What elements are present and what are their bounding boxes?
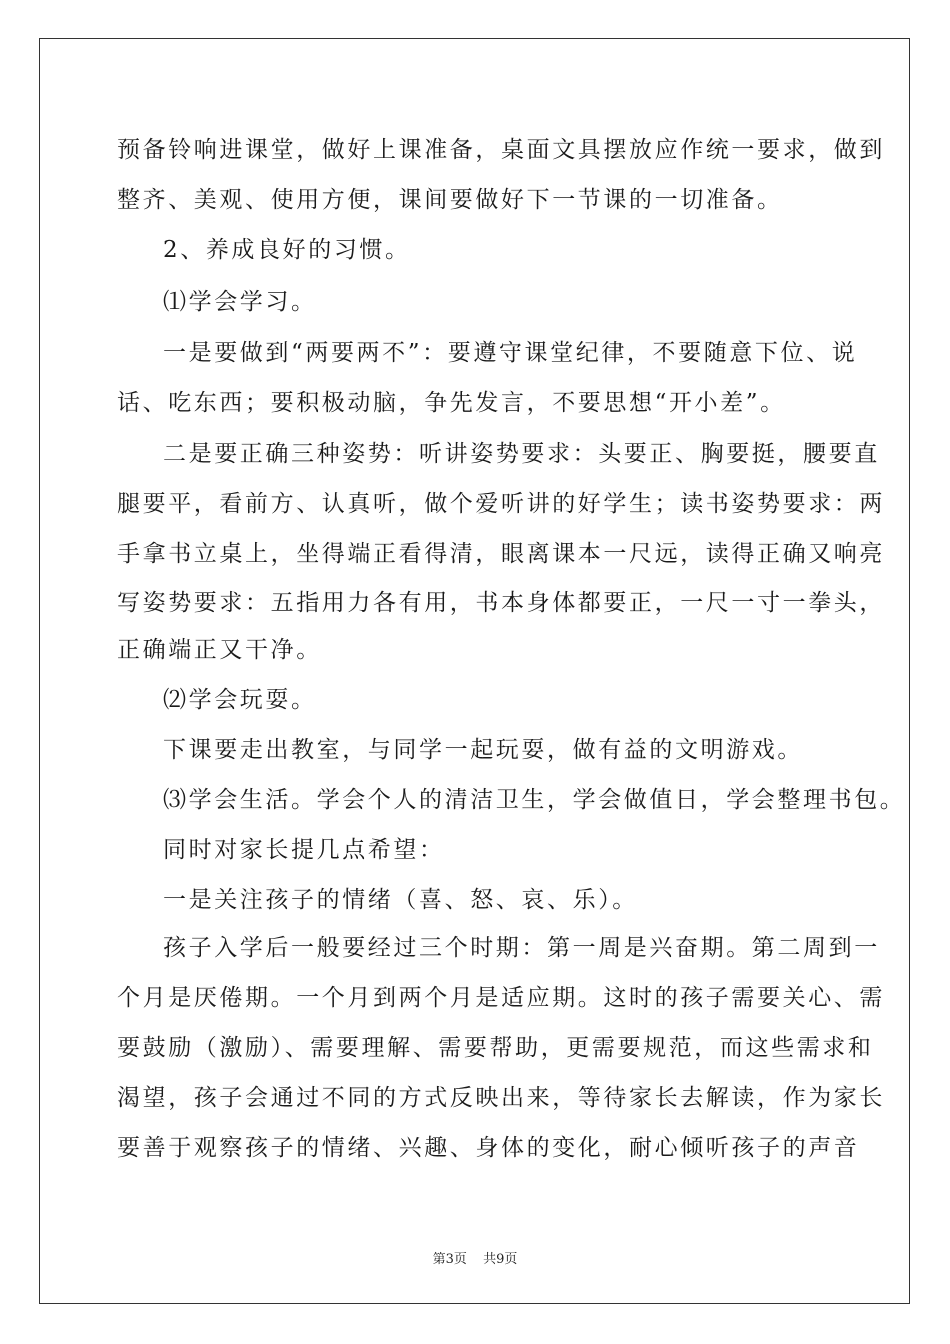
text-line: ⑶学会生活。学会个人的清洁卫生，学会做值日，学会整理书包。	[163, 787, 906, 813]
text-line: 写姿势要求：五指用力各有用，书本身体都要正，一尺一寸一拳头，	[117, 590, 885, 616]
text-line: 渴望，孩子会通过不同的方式反映出来，等待家长去解读，作为家长	[117, 1085, 885, 1111]
text-line: 孩子入学后一般要经过三个时期：第一周是兴奋期。第二周到一	[163, 935, 880, 961]
text-line: 话、吃东西；要积极动脑，争先发言，不要思想“开小差”。	[117, 390, 786, 416]
text-line: 同时对家长提几点希望：	[163, 837, 445, 863]
page-footer	[0, 1248, 950, 1267]
text-line: 要善于观察孩子的情绪、兴趣、身体的变化，耐心倾听孩子的声音	[117, 1135, 860, 1161]
text-line: 手拿书立桌上，坐得端正看得清，眼离课本一尺远，读得正确又响亮	[117, 541, 885, 567]
text-line: 下课要走出教室，与同学一起玩耍，做有益的文明游戏。	[163, 737, 803, 763]
page-number: 第3页	[432, 1252, 467, 1267]
text-line: 一是关注孩子的情绪（喜、怒、哀、乐）。	[163, 887, 638, 913]
text-line: 个月是厌倦期。一个月到两个月是适应期。这时的孩子需要关心、需	[117, 985, 885, 1011]
subsection-heading: ⑴学会学习。	[163, 289, 317, 315]
text-line: 整齐、美观、使用方便，课间要做好下一节课的一切准备。	[117, 187, 783, 213]
subsection-heading: ⑵学会玩耍。	[163, 687, 317, 713]
text-line: 要鼓励（激励）、需要理解、需要帮助，更需要规范，而这些需求和	[117, 1035, 874, 1061]
page-total: 共9页	[483, 1252, 518, 1267]
text-line: 一是要做到“两要两不”：要遵守课堂纪律，不要随意下位、说	[163, 340, 858, 366]
text-line: 腿要平，看前方、认真听，做个爱听讲的好学生；读书姿势要求：两	[117, 491, 885, 517]
text-line: 二是要正确三种姿势：听讲姿势要求：头要正、胸要挺，腰要直	[163, 441, 880, 467]
text-line: 预备铃响进课堂，做好上课准备，桌面文具摆放应作统一要求，做到	[117, 137, 885, 163]
text-line: 正确端正又干净。	[117, 637, 322, 663]
section-heading: 2、养成良好的习惯。	[163, 237, 411, 263]
